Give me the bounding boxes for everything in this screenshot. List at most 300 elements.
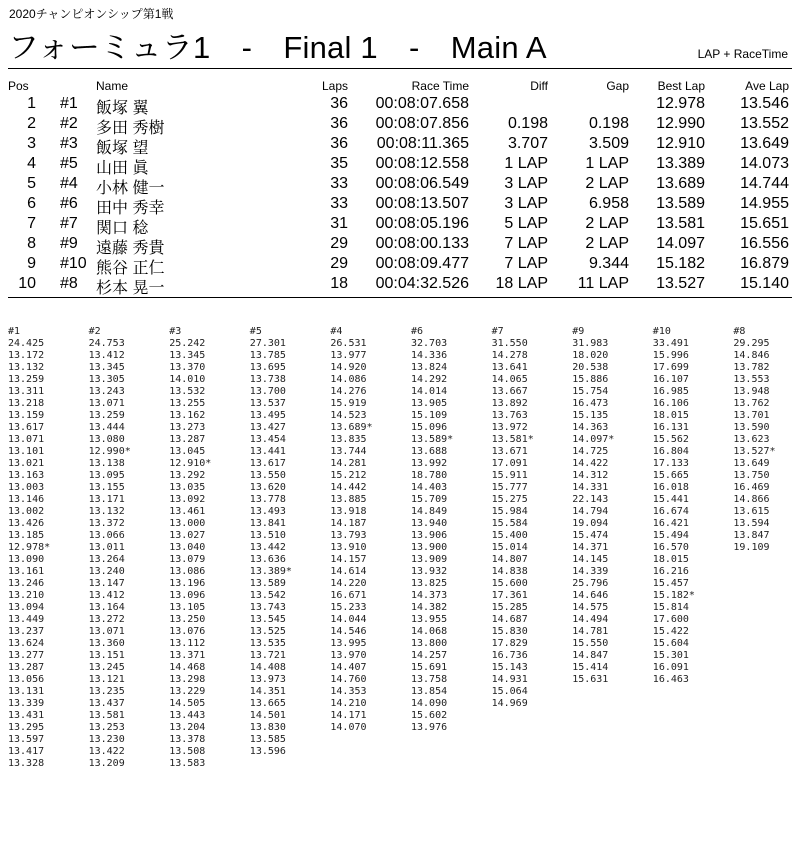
lap-time: 13.454 [249,434,286,445]
lap-time: 13.532 [169,386,206,397]
lap-time: 13.172 [8,350,45,361]
lap-time: 16.674 [652,506,689,517]
result-laps: 33 [330,175,348,192]
lap-time: 13.461 [169,506,206,517]
result-car-number: #9 [60,235,78,252]
lap-time: 12.910* [169,458,212,469]
result-laps: 29 [330,235,348,252]
lap-time: 13.973 [249,674,286,685]
lap-time: 13.105 [169,602,206,613]
lap-time: 13.620 [249,482,286,493]
lap-time: 14.010 [169,374,206,385]
lap-time: 16.985 [652,386,689,397]
lap-time: 13.970 [330,650,367,661]
lap-time: 13.298 [169,674,206,685]
lap-time: 13.793 [330,530,367,541]
lap-time: 13.589 [249,578,286,589]
lap-time: 14.575 [572,602,609,613]
lap-time: 16.216 [652,566,689,577]
lap-time: 14.351 [249,686,286,697]
result-driver-name: 杉本 晃一 [96,280,165,297]
lap-time: 14.373 [411,590,448,601]
lap-time: 13.277 [8,650,45,661]
result-ave-lap: 14.955 [740,195,789,212]
lap-time: 13.688 [411,446,448,457]
lap-time: 13.800 [411,638,448,649]
lap-time: 13.035 [169,482,206,493]
lap-time: 13.040 [169,542,206,553]
lap-time: 13.835 [330,434,367,445]
lap-time: 13.237 [8,626,45,637]
event-label: 2020チャンピオンシップ第1戦 [9,7,174,21]
result-gap: 3.509 [588,135,629,152]
result-diff: 0.198 [507,115,548,132]
lap-time: 13.909 [411,554,448,565]
lap-time: 14.220 [330,578,367,589]
lap-time: 13.159 [8,410,45,421]
lap-time: 14.687 [491,614,528,625]
result-laps: 29 [330,255,348,272]
lap-column [411,326,491,734]
lap-time: 17.091 [491,458,528,469]
lap-time: 14.292 [411,374,448,385]
lap-time: 13.121 [88,674,125,685]
result-driver-name: 山田 眞 [96,160,149,177]
lap-time: 15.494 [652,530,689,541]
lap-time: 13.841 [249,518,286,529]
lap-time: 13.892 [491,398,528,409]
lap-column-header: #1 [8,326,21,337]
lap-time: 13.253 [88,722,125,733]
lap-time: 13.830 [249,722,286,733]
result-best-lap: 15.182 [656,255,705,272]
lap-time: 13.000 [169,518,206,529]
lap-time: 13.976 [411,722,448,733]
lap-time: 15.754 [572,386,609,397]
result-gap: 2 LAP [585,215,629,232]
lap-time: 14.331 [572,482,609,493]
lap-column-header: #3 [169,326,182,337]
lap-time: 14.382 [411,602,448,613]
lap-time: 15.602 [411,710,448,721]
lap-time: 14.068 [411,626,448,637]
lap-time: 14.097* [572,434,615,445]
lap-time: 13.918 [330,506,367,517]
lap-time: 16.018 [652,482,689,493]
result-row [0,95,800,115]
result-row [0,235,800,255]
lap-time: 15.709 [411,494,448,505]
lap-time: 13.196 [169,578,206,589]
result-driver-name: 田中 秀幸 [96,200,165,217]
lap-time: 15.996 [652,350,689,361]
lap-time: 15.777 [491,482,528,493]
result-driver-name: 関口 稔 [96,220,149,237]
lap-time: 13.151 [88,650,125,661]
result-car-number: #5 [60,155,78,172]
lap-time: 13.689* [330,422,373,433]
result-race-time: 00:08:12.558 [375,155,469,172]
lap-time: 14.422 [572,458,609,469]
page-title: フォーミュラ1 - Final 1 - Main A [8,30,547,65]
lap-time: 13.378 [169,734,206,745]
lap-time: 14.807 [491,554,528,565]
lap-time: 13.079 [169,554,206,565]
lap-time: 13.426 [8,518,45,529]
lap-time: 14.849 [411,506,448,517]
lap-time: 13.910 [330,542,367,553]
lap-time: 13.372 [88,518,125,529]
lap-time: 14.187 [330,518,367,529]
lap-time: 14.276 [330,386,367,397]
result-diff: 3 LAP [504,195,548,212]
lap-time: 13.246 [8,578,45,589]
report-subtitle: LAP + RaceTime [697,47,788,61]
lap-time: 13.328 [8,758,45,769]
lap-time: 13.636 [249,554,286,565]
lap-time: 13.948 [733,386,770,397]
lap-time: 19.094 [572,518,609,529]
lap-time: 13.992 [411,458,448,469]
lap-time: 17.361 [491,590,528,601]
result-pos: 7 [27,215,36,232]
result-row [0,275,800,295]
lap-time: 14.969 [491,698,528,709]
lap-time: 13.259 [88,410,125,421]
lap-time: 14.090 [411,698,448,709]
lap-time: 13.002 [8,506,45,517]
lap-time: 31.550 [491,338,528,349]
col-gap: Gap [606,79,629,93]
lap-column-header: #7 [491,326,504,337]
lap-time: 13.431 [8,710,45,721]
lap-time: 13.259 [8,374,45,385]
lap-time: 14.920 [330,362,367,373]
lap-column-header: #4 [330,326,343,337]
lap-time: 13.345 [88,362,125,373]
lap-time: 14.407 [330,662,367,673]
lap-time: 15.562 [652,434,689,445]
lap-column-header: #5 [249,326,262,337]
col-laps: Laps [321,79,348,93]
result-driver-name: 飯塚 望 [96,140,149,157]
lap-time: 13.594 [733,518,770,529]
lap-time: 15.143 [491,662,528,673]
result-pos: 5 [27,175,36,192]
lap-time: 15.301 [652,650,689,661]
result-ave-lap: 14.744 [740,175,789,192]
lap-time: 13.442 [249,542,286,553]
result-row [0,135,800,155]
result-pos: 3 [27,135,36,152]
result-pos: 8 [27,235,36,252]
lap-time: 13.508 [169,746,206,757]
result-gap: 6.958 [588,195,629,212]
result-best-lap: 13.527 [656,275,705,292]
lap-time: 13.066 [88,530,125,541]
lap-time: 13.272 [88,614,125,625]
lap-time: 15.212 [330,470,367,481]
lap-time: 14.353 [330,686,367,697]
lap-time: 14.210 [330,698,367,709]
lap-column [653,326,733,686]
lap-time: 14.468 [169,662,206,673]
lap-time: 13.545 [249,614,286,625]
lap-time: 13.553 [733,374,770,385]
lap-time: 13.146 [8,494,45,505]
lap-time: 13.071 [88,626,125,637]
bottom-rule [8,297,792,298]
result-laps: 31 [330,215,348,232]
lap-time: 14.339 [572,566,609,577]
lap-time: 13.264 [88,554,125,565]
lap-time: 13.229 [169,686,206,697]
lap-time: 13.230 [88,734,125,745]
result-race-time: 00:04:32.526 [375,275,469,292]
lap-time: 13.235 [88,686,125,697]
lap-time: 13.537 [249,398,286,409]
result-car-number: #10 [60,255,87,272]
lap-time: 24.753 [88,338,125,349]
lap-time: 14.336 [411,350,448,361]
lap-time: 14.505 [169,698,206,709]
lap-time: 18.020 [572,350,609,361]
lap-time: 13.667 [491,386,528,397]
lap-time: 14.546 [330,626,367,637]
lap-time: 17.699 [652,362,689,373]
lap-time: 14.846 [733,350,770,361]
lap-time: 24.425 [8,338,45,349]
result-diff: 3 LAP [504,175,548,192]
lap-time: 14.614 [330,566,367,577]
lap-time: 13.094 [8,602,45,613]
lap-time: 25.242 [169,338,206,349]
lap-time: 13.112 [169,638,206,649]
lap-time: 15.691 [411,662,448,673]
lap-time: 20.538 [572,362,609,373]
lap-time: 15.285 [491,602,528,613]
lap-time: 13.370 [169,362,206,373]
lap-time: 13.147 [88,578,125,589]
lap-time: 13.527* [733,446,776,457]
lap-time: 14.408 [249,662,286,673]
lap-time: 13.027 [169,530,206,541]
lap-time: 14.866 [733,494,770,505]
result-pos: 9 [27,255,36,272]
lap-time: 16.473 [572,398,609,409]
lap-time: 15.400 [491,530,528,541]
result-race-time: 00:08:05.196 [375,215,469,232]
lap-time: 15.474 [572,530,609,541]
lap-time: 15.096 [411,422,448,433]
result-car-number: #1 [60,95,78,112]
lap-time: 13.905 [411,398,448,409]
lap-time: 14.403 [411,482,448,493]
lap-time: 14.278 [491,350,528,361]
lap-time: 13.003 [8,482,45,493]
result-diff: 1 LAP [504,155,548,172]
lap-time: 14.501 [249,710,286,721]
lap-time: 13.590 [733,422,770,433]
lap-time: 13.090 [8,554,45,565]
lap-time: 13.900 [411,542,448,553]
lap-time: 13.510 [249,530,286,541]
lap-time: 13.750 [733,470,770,481]
lap-time: 13.086 [169,566,206,577]
result-ave-lap: 13.649 [740,135,789,152]
result-race-time: 00:08:11.365 [376,135,469,152]
lap-time: 13.071 [8,434,45,445]
lap-time: 13.389* [249,566,292,577]
col-ave-lap: Ave Lap [745,79,789,93]
lap-column-header: #9 [572,326,585,337]
lap-time: 15.665 [652,470,689,481]
lap-time: 13.412 [88,590,125,601]
lap-time: 13.161 [8,566,45,577]
lap-time: 13.932 [411,566,448,577]
lap-time: 17.133 [652,458,689,469]
lap-time: 13.422 [88,746,125,757]
lap-time: 13.131 [8,686,45,697]
lap-time: 13.701 [733,410,770,421]
lap-time: 14.157 [330,554,367,565]
result-ave-lap: 15.140 [740,275,789,292]
lap-time: 14.014 [411,386,448,397]
lap-time: 22.143 [572,494,609,505]
lap-time: 13.071 [88,398,125,409]
lap-time: 31.983 [572,338,609,349]
lap-time: 13.132 [8,362,45,373]
lap-time: 25.796 [572,578,609,589]
result-row [0,155,800,175]
lap-time: 19.109 [733,542,770,553]
lap-time: 15.014 [491,542,528,553]
lap-time: 13.162 [169,410,206,421]
lap-time: 13.273 [169,422,206,433]
lap-time: 29.295 [733,338,770,349]
lap-time: 18.015 [652,554,689,565]
result-car-number: #4 [60,175,78,192]
lap-time: 13.443 [169,710,206,721]
result-row [0,255,800,275]
lap-time: 15.135 [572,410,609,421]
lap-time: 33.491 [652,338,689,349]
lap-time: 16.469 [733,482,770,493]
result-diff: 5 LAP [504,215,548,232]
result-ave-lap: 13.546 [740,95,789,112]
result-best-lap: 13.389 [656,155,705,172]
lap-column [330,326,410,734]
result-ave-lap: 16.879 [740,255,789,272]
result-best-lap: 12.910 [656,135,705,152]
lap-time: 13.847 [733,530,770,541]
lap-time: 16.131 [652,422,689,433]
lap-time: 13.940 [411,518,448,529]
lap-time: 13.649 [733,458,770,469]
lap-time: 15.182* [652,590,695,601]
result-laps: 33 [330,195,348,212]
lap-time: 13.076 [169,626,206,637]
result-gap: 0.198 [588,115,629,132]
lap-time: 16.107 [652,374,689,385]
lap-column-header: #6 [411,326,424,337]
lap-time: 14.494 [572,614,609,625]
lap-time: 13.671 [491,446,528,457]
result-race-time: 00:08:07.856 [375,115,469,132]
result-laps: 18 [330,275,348,292]
lap-time: 13.525 [249,626,286,637]
lap-time: 14.371 [572,542,609,553]
lap-time: 13.371 [169,650,206,661]
lap-time: 13.240 [88,566,125,577]
lap-time: 15.441 [652,494,689,505]
lap-time: 18.015 [652,410,689,421]
result-driver-name: 遠藤 秀貴 [96,240,165,257]
result-laps: 35 [330,155,348,172]
lap-time: 16.106 [652,398,689,409]
lap-time: 14.847 [572,650,609,661]
lap-time: 13.449 [8,614,45,625]
lap-time: 13.782 [733,362,770,373]
result-diff: 7 LAP [504,235,548,252]
lap-time: 14.171 [330,710,367,721]
lap-time: 13.295 [8,722,45,733]
result-best-lap: 13.689 [656,175,705,192]
lap-time: 16.463 [652,674,689,685]
lap-column-header: #2 [88,326,101,337]
col-diff: Diff [530,79,548,93]
lap-time: 15.414 [572,662,609,673]
lap-column [169,326,249,770]
lap-time: 16.570 [652,542,689,553]
lap-time: 13.095 [88,470,125,481]
lap-time: 13.185 [8,530,45,541]
lap-time: 13.977 [330,350,367,361]
lap-time: 17.829 [491,638,528,649]
col-pos: Pos [8,79,29,93]
lap-time: 13.995 [330,638,367,649]
lap-time: 13.155 [88,482,125,493]
result-best-lap: 12.990 [656,115,705,132]
result-race-time: 00:08:07.658 [375,95,469,112]
lap-time: 27.301 [249,338,286,349]
lap-time: 13.495 [249,410,286,421]
lap-time: 14.781 [572,626,609,637]
lap-time: 13.695 [249,362,286,373]
lap-time: 13.045 [169,446,206,457]
lap-time: 13.171 [88,494,125,505]
result-row [0,195,800,215]
lap-time: 15.604 [652,638,689,649]
lap-time: 13.581 [88,710,125,721]
lap-time: 13.583 [169,758,206,769]
lap-time: 15.830 [491,626,528,637]
result-pos: 4 [27,155,36,172]
result-race-time: 00:08:00.133 [375,235,469,252]
lap-time: 13.596 [249,746,286,757]
lap-time: 13.427 [249,422,286,433]
lap-time: 14.086 [330,374,367,385]
lap-time: 14.257 [411,650,448,661]
lap-time: 14.838 [491,566,528,577]
lap-time: 13.218 [8,398,45,409]
result-gap: 9.344 [588,255,629,272]
lap-time: 13.955 [411,614,448,625]
lap-time: 13.624 [8,638,45,649]
lap-time: 13.243 [88,386,125,397]
lap-time: 26.531 [330,338,367,349]
lap-time: 13.011 [88,542,125,553]
